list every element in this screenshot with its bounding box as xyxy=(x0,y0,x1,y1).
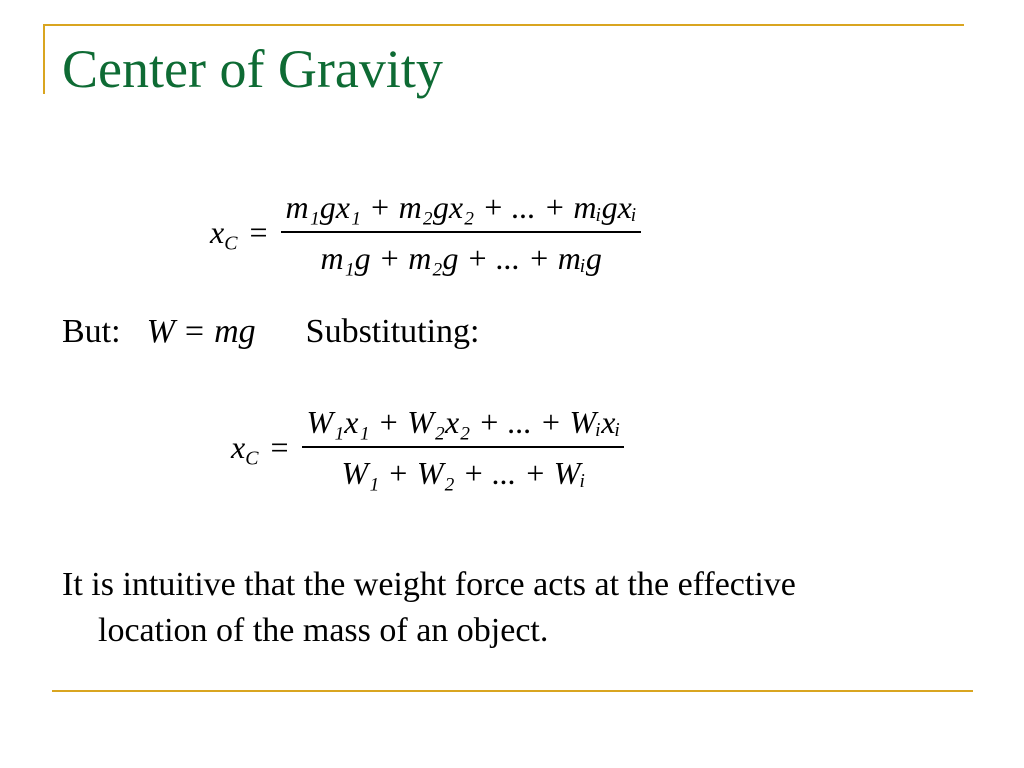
weight-equation: W = mg xyxy=(146,313,256,350)
left-rule xyxy=(43,24,45,94)
equation-lhs: $x_C$ xyxy=(210,214,238,255)
equals-sign: = xyxy=(249,214,268,251)
numerator: m₁gx₁ + m₂gx₂ + ... + mᵢgxᵢ xyxy=(285,189,637,225)
body-text: It is intuitive that the weight force acts at the effective location of the mass of an object. xyxy=(62,566,796,649)
top-rule xyxy=(43,24,964,26)
substituting-label: Substituting: xyxy=(305,313,480,350)
fraction xyxy=(281,190,640,276)
denominator: W₁ + W₂ + ... + Wᵢ xyxy=(341,454,586,491)
weighted-center-equation xyxy=(231,405,624,491)
equation-lhs: $x_C$ xyxy=(231,429,259,470)
bottom-rule xyxy=(52,690,973,692)
denominator: m₁g + m₂g + ... + mᵢg xyxy=(320,239,602,276)
fraction xyxy=(302,405,624,491)
substitution-row xyxy=(62,313,479,351)
but-label: But: xyxy=(62,313,121,350)
slide-title: Center of Gravity xyxy=(62,39,443,99)
numerator: W₁x₁ + W₂x₂ + ... + Wᵢxᵢ xyxy=(306,404,621,440)
equals-sign: = xyxy=(270,429,289,466)
center-of-gravity-equation xyxy=(210,190,641,276)
